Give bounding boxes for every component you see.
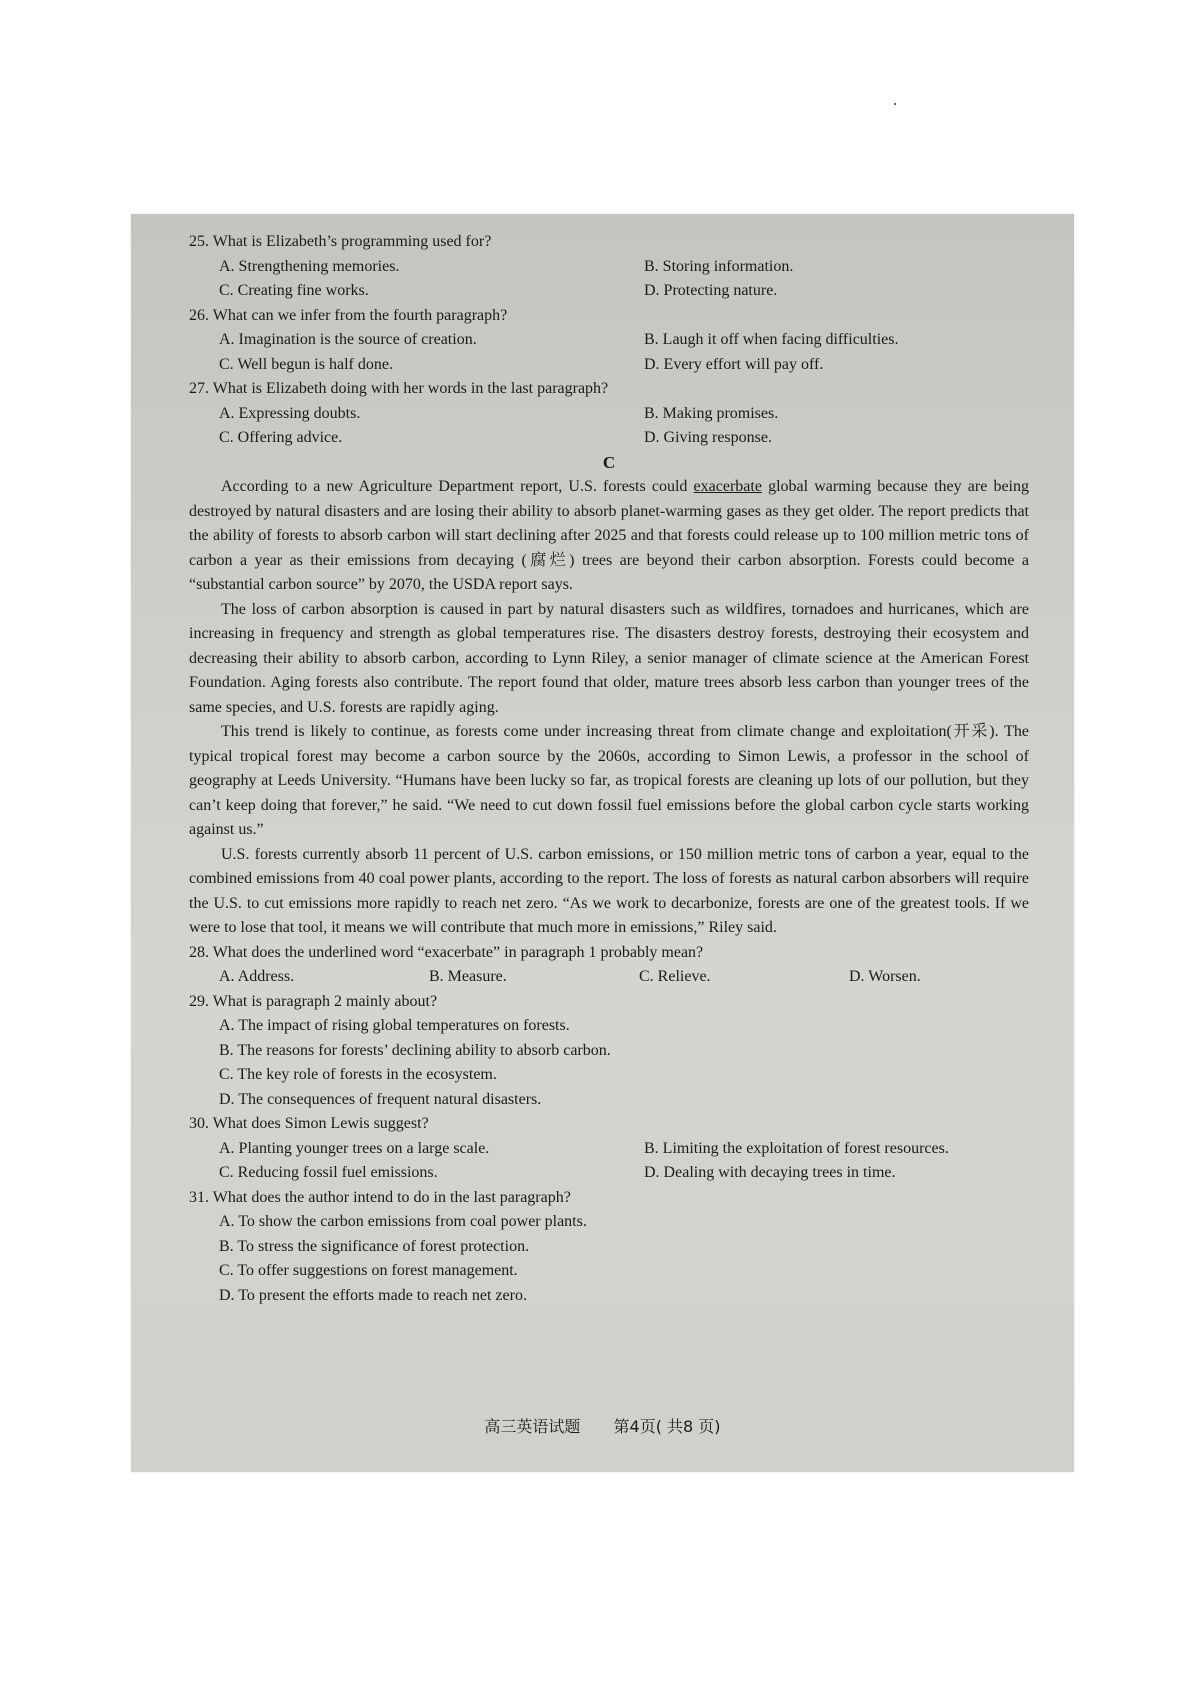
question-25-options — [189, 255, 1029, 304]
q29-option-b: B. The reasons for forests’ declining ability to absorb carbon. — [219, 1041, 611, 1059]
underlined-word: exacerbate — [693, 478, 762, 495]
q31-option-d: D. To present the efforts made to reach net zero. — [219, 1286, 527, 1304]
q28-option-b: B. Measure. — [429, 968, 507, 985]
q26-option-a: A. Imagination is the source of creation. — [219, 331, 477, 348]
question-26-options — [189, 328, 1029, 377]
q31-option-c: C. To offer suggestions on forest management. — [219, 1262, 518, 1279]
question-28-options — [189, 965, 1029, 990]
q29-option-d: D. The consequences of frequent natural disasters. — [219, 1090, 542, 1108]
p1-text-after: global warming because they are being destroyed by natural disasters and are losing their ability to absorb planet-warming gases as they get older. The report predicts that the ability of forests to absorb carbon will start declining after 2025 and that forests could release up to 100 million metric tons of carbon a year as their emissions from decaying (腐烂) trees are beyond their carbon absorption. Forests could become a “substantial carbon source” by 2070, the USDA report says. — [189, 478, 1029, 593]
q30-option-d: D. Dealing with decaying trees in time. — [644, 1164, 896, 1181]
q26-option-b: B. Laugh it off when facing difficulties. — [644, 331, 899, 348]
q28-option-a: A. Address. — [219, 968, 295, 985]
q26-option-d: D. Every effort will pay off. — [644, 355, 824, 373]
footer-page-number: 第4页( 共8 页) — [613, 1417, 721, 1436]
passage-paragraph-3: This trend is likely to continue, as forests come under increasing threat from climate change and exploitation(开采). The typical tropical forest may become a carbon source by the 2060s, according to Simon Lewis, a professor in the school of geography at Leeds University. “Humans have been lucky so far, as tropical forests are cleaning up lots of our pollution, but they can’t keep doing that forever,” he said. “We need to cut down fossil fuel emissions before the global carbon cycle starts working against us.” — [189, 723, 1029, 838]
q29-option-a: A. The impact of rising global temperatures on forests. — [219, 1017, 570, 1034]
q28-option-d: D. Worsen. — [849, 968, 921, 985]
question-27-stem: 27. What is Elizabeth doing with her words in the last paragraph? — [189, 380, 609, 397]
q31-option-b: B. To stress the significance of forest protection. — [219, 1237, 530, 1255]
passage-paragraph-4: U.S. forests currently absorb 11 percent of U.S. carbon emissions, or 150 million metric tons of carbon a year, equal to the combined emissions from 40 coal power plants, according to the report. The loss of forests as natural carbon absorbers will require the U.S. to cut emissions more rapidly to reach net zero. “As we work to decarbonize, forests are one of the greatest tools. If we were to lose that tool, it means we will contribute that much more in emissions,” Riley said. — [189, 845, 1029, 936]
q27-option-b: B. Making promises. — [644, 404, 779, 422]
q27-option-a: A. Expressing doubts. — [219, 404, 361, 422]
passage-paragraph-2: The loss of carbon absorption is caused in part by natural disasters such as wildfires, tornadoes and hurricanes, which are increasing in frequency and strength as global temperatures rise. The disasters destroy forests, destroying their ecosystem and decreasing their ability to absorb carbon, according to Lynn Riley, a senior manager of climate science at the American Forest Foundation. Aging forests also contribute. The report found that older, mature trees absorb less carbon than younger trees of the same species, and U.S. forests are rapidly aging. — [189, 600, 1029, 716]
question-26-stem: 26. What can we infer from the fourth paragraph? — [189, 306, 508, 324]
page-footer — [131, 1414, 1074, 1437]
q30-option-a: A. Planting younger trees on a large scale. — [219, 1139, 490, 1157]
q25-option-d: D. Protecting nature. — [644, 282, 778, 299]
q27-option-d: D. Giving response. — [644, 429, 772, 446]
footer-title: 高三英语试题 — [484, 1417, 581, 1436]
q26-option-c: C. Well begun is half done. — [219, 355, 393, 373]
question-30-options — [189, 1137, 1029, 1186]
question-29-stem: 29. What is paragraph 2 mainly about? — [189, 992, 438, 1010]
question-30-stem: 30. What does Simon Lewis suggest? — [189, 1115, 429, 1132]
q31-option-a: A. To show the carbon emissions from coal power plants. — [219, 1213, 587, 1230]
q25-option-c: C. Creating fine works. — [219, 282, 369, 299]
section-heading: C — [602, 452, 616, 472]
passage-paragraph-1 — [189, 475, 1029, 598]
q25-option-a: A. Strengthening memories. — [219, 257, 400, 275]
q28-option-c: C. Relieve. — [639, 968, 711, 985]
q27-option-c: C. Offering advice. — [219, 429, 343, 446]
question-25-stem: 25. What is Elizabeth’s programming used for? — [189, 233, 492, 250]
question-29-options — [189, 1014, 1029, 1112]
page-content — [189, 230, 1029, 1308]
question-31-options — [189, 1210, 1029, 1308]
speck — [894, 103, 896, 105]
question-28-stem: 28. What does the underlined word “exacerbate” in paragraph 1 probably mean? — [189, 943, 704, 961]
q30-option-b: B. Limiting the exploitation of forest resources. — [644, 1139, 949, 1157]
p1-text-before: According to a new Agriculture Department report, U.S. forests could — [221, 478, 694, 495]
question-31-stem: 31. What does the author intend to do in the last paragraph? — [189, 1188, 571, 1206]
q25-option-b: B. Storing information. — [644, 257, 794, 275]
q29-option-c: C. The key role of forests in the ecosystem. — [219, 1066, 497, 1083]
q30-option-c: C. Reducing fossil fuel emissions. — [219, 1164, 438, 1181]
question-27-options — [189, 402, 1029, 451]
exam-page — [131, 214, 1074, 1472]
